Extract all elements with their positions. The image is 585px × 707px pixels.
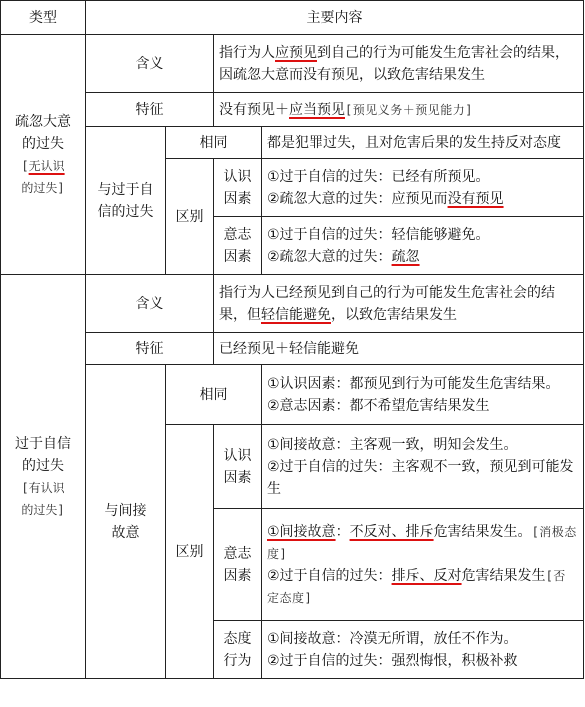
overconfidence-attitude-text: ①间接故意：冷漠无所谓，放任不作为。 ②过于自信的过失：强烈悔恨，积极补救 xyxy=(262,621,584,679)
negligence-meaning-text: 指行为人应预见到自己的行为可能发生危害社会的结果，因疏忽大意而没有预见，以致危害结果发生 xyxy=(214,35,584,93)
negligence-same-text: 都是犯罪过失，且对危害后果的发生持反对态度 xyxy=(262,127,584,159)
overconfidence-meaning-row xyxy=(1,275,584,333)
overconfidence-feature-label: 特征 xyxy=(86,333,214,365)
overconfidence-volition-underlined-a: ①间接故意 xyxy=(267,523,336,540)
negligence-cognitive-underlined: 没有预见 xyxy=(447,190,504,207)
negligence-feature-label: 特征 xyxy=(86,93,214,127)
negligence-name-line1: 疏忽大意 xyxy=(15,113,71,130)
negligence-feature-underlined: 应当预见 xyxy=(289,101,345,118)
overconfidence-feature-row xyxy=(1,333,584,365)
negligence-note: [无认识 xyxy=(21,158,65,173)
overconfidence-meaning-underlined: 轻信能避免 xyxy=(261,306,331,323)
negligence-name-line2: 的过失 xyxy=(22,135,64,152)
overconfidence-volition-note-2: [否定态度] xyxy=(267,568,566,605)
overconfidence-same-text: ①认识因素：都预见到行为可能发生危害结果。 ②意志因素：都不希望危害结果发生 xyxy=(262,365,584,425)
header-content: 主要内容 xyxy=(86,1,584,35)
negligence-meaning-underlined: 应预见 xyxy=(275,44,317,61)
overconfidence-cognitive-text: ①间接故意：主客观一致，明知会发生。 ②过于自信的过失：主客观不一致，预见到可能发生 xyxy=(262,425,584,509)
overconfidence-meaning-label: 含义 xyxy=(86,275,214,333)
overconfidence-attitude-label: 态度 行为 xyxy=(214,621,262,679)
negligence-meaning-label: 含义 xyxy=(86,35,214,93)
negligence-type-cell xyxy=(1,35,86,275)
overconfidence-volition-underlined-c: 不反对、排斥 xyxy=(349,523,434,540)
negligence-volition-label: 意志 因素 xyxy=(214,217,262,275)
negligence-note-line2: 的过失] xyxy=(21,180,65,195)
negligence-same-label: 相同 xyxy=(166,127,262,159)
negligence-feature-row xyxy=(1,93,584,127)
negligence-cognitive-label: 认识 因素 xyxy=(214,159,262,217)
negligence-note-underlined: 无认识 xyxy=(28,158,65,173)
negligence-meaning-row xyxy=(1,35,584,93)
overconfidence-volition-note-1: [消极态度] xyxy=(267,524,577,561)
overconfidence-compare-label: 与间接 故意 xyxy=(86,365,166,679)
overconfidence-same-row xyxy=(1,365,584,425)
overconfidence-volition-label: 意志 因素 xyxy=(214,509,262,621)
overconfidence-type-cell: 过于自信 的过失 [有认识 的过失] xyxy=(1,275,86,679)
negligence-same-row xyxy=(1,127,584,159)
overconfidence-diff-label: 区别 xyxy=(166,425,214,679)
negligence-cognitive-text: ①过于自信的过失：已经有所预见。 ②疏忽大意的过失：应预见而没有预见 xyxy=(262,159,584,217)
negligence-volition-underlined: 疏忽 xyxy=(391,248,420,265)
overconfidence-volition-underlined-2: 排斥、反对 xyxy=(391,567,462,584)
negligence-diff-label: 区别 xyxy=(166,159,214,275)
overconfidence-feature-text: 已经预见＋轻信能避免 xyxy=(214,333,584,365)
negligence-feature-text: 没有预见＋应当预见[预见义务＋预见能力] xyxy=(214,93,584,127)
overconfidence-same-label: 相同 xyxy=(166,365,262,425)
header-row xyxy=(1,1,584,35)
overconfidence-cognitive-label: 认识 因素 xyxy=(214,425,262,509)
negligence-volition-text: ①过于自信的过失：轻信能够避免。 ②疏忽大意的过失：疏忽 xyxy=(262,217,584,275)
overconfidence-volition-text: ①间接故意：不反对、排斥危害结果发生。[消极态度] ②过于自信的过失：排斥、反对危害结果发生[否定态度] xyxy=(262,509,584,621)
negligence-compare-label: 与过于自 信的过失 xyxy=(86,127,166,275)
negligence-feature-note: [预见义务＋预见能力] xyxy=(345,102,473,117)
overconfidence-meaning-text: 指行为人已经预见到自己的行为可能发生危害社会的结果，但轻信能避免，以致危害结果发生 xyxy=(214,275,584,333)
header-type: 类型 xyxy=(1,1,86,35)
